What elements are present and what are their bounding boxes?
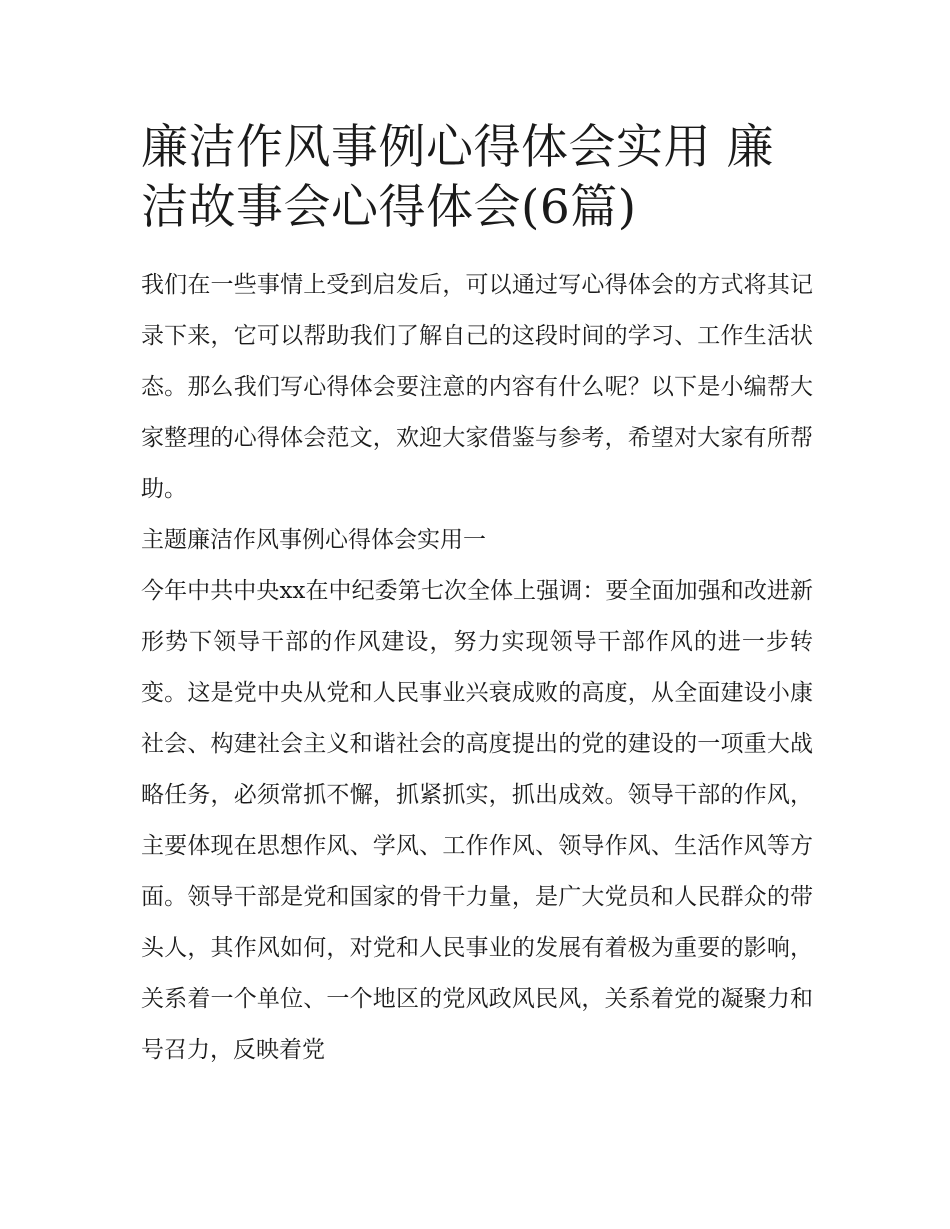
body-paragraph: 今年中共中央xx在中纪委第七次全体上强调：要全面加强和改进新形势下领导干部的作风建设，努力实现领导干部作风的进一步转变。这是党中央从党和人民事业兴衰成败的高度，从全面建设小康社会、构建社会主义和谐社会的高度提出的党的建设的一项重大战略任务，必须常抓不懈，抓紧抓实，抓出成效。领导干部的作风，主要体现在思想作风、学风、工作作风、领导作风、生活作风等方面。领导干部是党和国家的骨干力量，是广大党员和人民群众的带头人，其作风如何，对党和人民事业的发展有着极为重要的影响，关系着一个单位、一个地区的党风政风民风，关系着党的凝聚力和号召力，反映着党 <box>141 578 813 1063</box>
document-title: 廉洁作风事例心得体会实用 廉洁故事会心得体会(6篇) <box>141 120 774 235</box>
section-heading: 主题廉洁作风事例心得体会实用一 <box>141 527 486 553</box>
document-page <box>141 118 821 1076</box>
intro-paragraph: 我们在一些事情上受到启发后，可以通过写心得体会的方式将其记录下来，它可以帮助我们了解自己的这段时间的学习、工作生活状态。那么我们写心得体会要注意的内容有什么呢？以下是小编帮大家整理的心得体会范文，欢迎大家借鉴与参考，希望对大家有所帮助。 <box>141 272 813 502</box>
